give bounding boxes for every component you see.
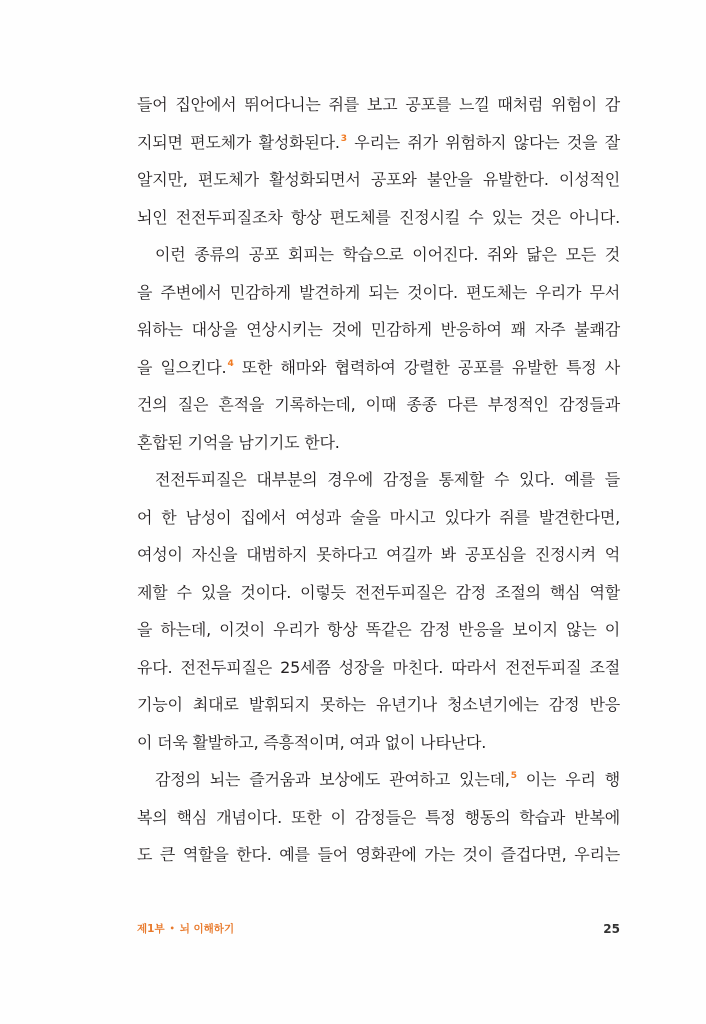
text-line xyxy=(137,686,620,724)
paragraph xyxy=(137,86,620,236)
line-text: 제할 수 있을 것이다. 이렇듯 전전두피질은 감정 조절의 핵심 역할 xyxy=(137,582,620,602)
paragraph xyxy=(137,236,620,461)
line-text: 을 하는데, 이것이 우리가 항상 똑같은 감정 반응을 보이지 않는 이 xyxy=(137,620,620,639)
line-text: 뇌인 전전두피질조차 항상 편도체를 진정시킬 수 있는 것은 아니다. xyxy=(137,207,620,227)
footer-separator: • xyxy=(169,924,175,933)
text-line xyxy=(137,199,620,237)
text-line xyxy=(137,274,620,312)
line-text: 들어 집안에서 뛰어다니는 쥐를 보고 공포를 느낄 때처럼 위험이 감 xyxy=(137,95,620,114)
body-text xyxy=(137,86,620,874)
line-text: 또한 해마와 협력하여 강렬한 공포를 유발한 특정 사 xyxy=(233,357,620,377)
text-line xyxy=(137,461,620,499)
line-text: 감정의 뇌는 즐거움과 보상에도 관여하고 있는데, xyxy=(155,770,510,789)
text-line xyxy=(137,611,620,649)
text-line xyxy=(137,649,620,687)
text-line xyxy=(137,124,620,162)
text-line xyxy=(137,86,620,124)
line-text: 복의 핵심 개념이다. 또한 이 감정들은 특정 행동의 학습과 반복에 xyxy=(137,807,620,827)
paragraph xyxy=(137,461,620,761)
text-line xyxy=(137,574,620,612)
page-number: 25 xyxy=(603,922,620,936)
line-text: 기능이 최대로 발휘되지 못하는 유년기나 청소년기에는 감정 반응 xyxy=(137,695,620,714)
text-line xyxy=(137,386,620,424)
footnote-marker: 3 xyxy=(340,133,347,144)
line-text: 지되면 편도체가 활성화된다. xyxy=(137,132,340,152)
line-text: 여성이 자신을 대범하지 못하다고 여길까 봐 공포심을 진정시켜 억 xyxy=(137,545,620,564)
text-line xyxy=(137,499,620,537)
line-text: 알지만, 편도체가 활성화되면서 공포와 불안을 유발한다. 이성적인 xyxy=(137,170,620,189)
text-line xyxy=(137,836,620,874)
page-footer xyxy=(137,921,620,937)
footnote-marker: 5 xyxy=(510,771,517,781)
line-text: 이는 우리 행 xyxy=(516,770,620,789)
text-line xyxy=(137,424,620,462)
line-text: 을 주변에서 민감하게 발견하게 되는 것이다. 편도체는 우리가 무서 xyxy=(137,282,620,302)
line-text: 이 더욱 활발하고, 즉흥적이며, 여과 없이 나타난다. xyxy=(137,732,487,752)
text-line xyxy=(137,236,620,274)
line-text: 어 한 남성이 집에서 여성과 술을 마시고 있다가 쥐를 발견한다면, xyxy=(137,507,620,527)
line-text: 건의 질은 흔적을 기록하는데, 이때 종종 다른 부정적인 감정들과 xyxy=(137,395,620,414)
chapter-title: 뇌 이해하기 xyxy=(179,923,235,935)
line-text: 이런 종류의 공포 회피는 학습으로 이어진다. 쥐와 닮은 모든 것 xyxy=(155,245,620,264)
line-text: 우리는 쥐가 위험하지 않다는 것을 잘 xyxy=(346,132,621,152)
paragraph xyxy=(137,761,620,874)
line-text: 을 일으킨다. xyxy=(137,357,227,377)
footnote-marker: 4 xyxy=(227,358,234,369)
line-text: 도 큰 역할을 한다. 예를 들어 영화관에 가는 것이 즐겁다면, 우리는 xyxy=(137,845,620,864)
line-text: 전전두피질은 대부분의 경우에 감정을 통제할 수 있다. 예를 들 xyxy=(155,470,620,489)
part-label: 제1부 xyxy=(137,923,165,935)
line-text: 유다. 전전두피질은 25세쯤 성장을 마친다. 따라서 전전두피질 조절 xyxy=(137,657,620,677)
text-line xyxy=(137,761,620,799)
text-line xyxy=(137,161,620,199)
line-text: 워하는 대상을 연상시키는 것에 민감하게 반응하여 꽤 자주 불쾌감 xyxy=(137,320,620,339)
text-line xyxy=(137,311,620,349)
text-line xyxy=(137,349,620,387)
line-text: 혼합된 기억을 남기기도 한다. xyxy=(137,432,340,452)
text-line xyxy=(137,724,620,762)
text-line xyxy=(137,536,620,574)
running-footer xyxy=(137,921,234,937)
text-line xyxy=(137,799,620,837)
